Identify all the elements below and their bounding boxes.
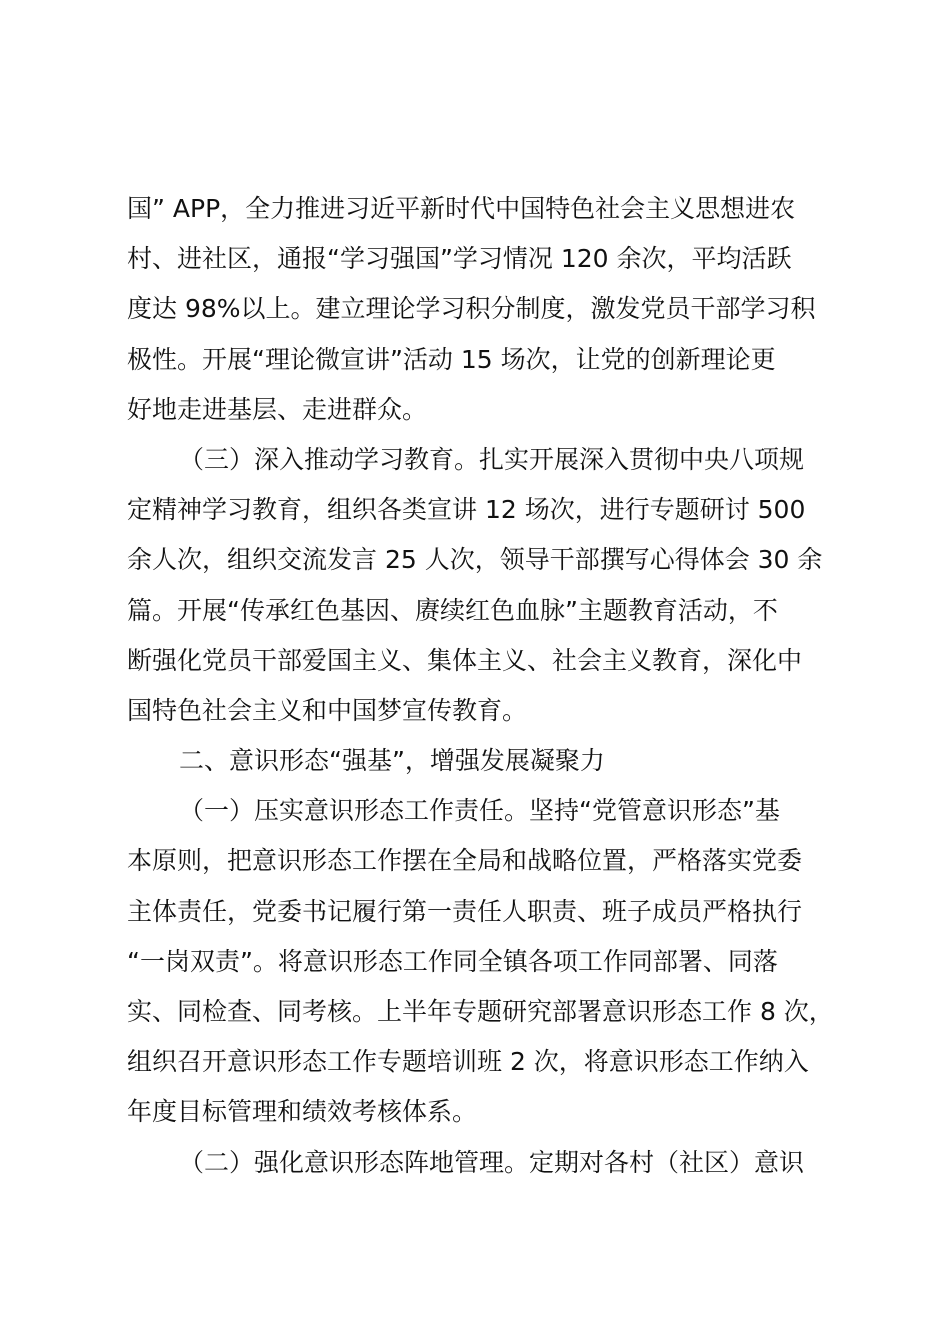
text-line: 组织召开意识形态工作专题培训班 2 次，将意识形态工作纳入 (127, 1047, 809, 1077)
text-line: 实、同检查、同考核。上半年专题研究部署意识形态工作 8 次， (127, 997, 834, 1026)
text-line: 本原则，把意识形态工作摆在全局和战略位置，严格落实党委 (127, 846, 803, 876)
text-line: “一岗双责”。将意识形态工作同全镇各项工作同部署、同落 (127, 946, 778, 976)
text-line: 度达 98%以上。建立理论学习积分制度，激发党员干部学习积 (127, 294, 816, 324)
text-line: 余人次，组织交流发言 25 人次，领导干部撰写心得体会 30 余 (127, 545, 823, 575)
text-line: 年度目标管理和绩效考核体系。 (127, 1097, 478, 1127)
document-body (127, 184, 839, 1188)
text-line: 村、进社区，通报“学习强国”学习情况 120 余次，平均活跃 (127, 244, 792, 274)
section-heading-line: （三）深入推动学习教育。扎实开展深入贯彻中央八项规 (179, 444, 805, 474)
text-line: 国特色社会主义和中国梦宣传教育。 (127, 695, 528, 725)
section-heading-line: （一）压实意识形态工作责任。坚持“党管意识形态”基 (179, 796, 780, 826)
chapter-heading: 二、意识形态“强基”，增强发展凝聚力 (179, 746, 605, 776)
text-line: 极性。开展“理论微宣讲”活动 15 场次，让党的创新理论更 (127, 344, 776, 374)
text-line: 主体责任，党委书记履行第一责任人职责、班子成员严格执行 (127, 896, 803, 926)
text-line: 断强化党员干部爱国主义、集体主义、社会主义教育，深化中 (127, 645, 803, 675)
text-line: 好地走进基层、走进群众。 (127, 394, 428, 424)
section-heading-line: （二）强化意识形态阵地管理。定期对各村（社区）意识 (179, 1147, 805, 1177)
text-line: 篇。开展“传承红色基因、赓续红色血脉”主题教育活动，不 (127, 595, 778, 625)
text-line: 定精神学习教育，组织各类宣讲 12 场次，进行专题研讨 500 (127, 495, 806, 525)
text-line: 国” APP，全力推进习近平新时代中国特色社会主义思想进农 (127, 194, 796, 223)
